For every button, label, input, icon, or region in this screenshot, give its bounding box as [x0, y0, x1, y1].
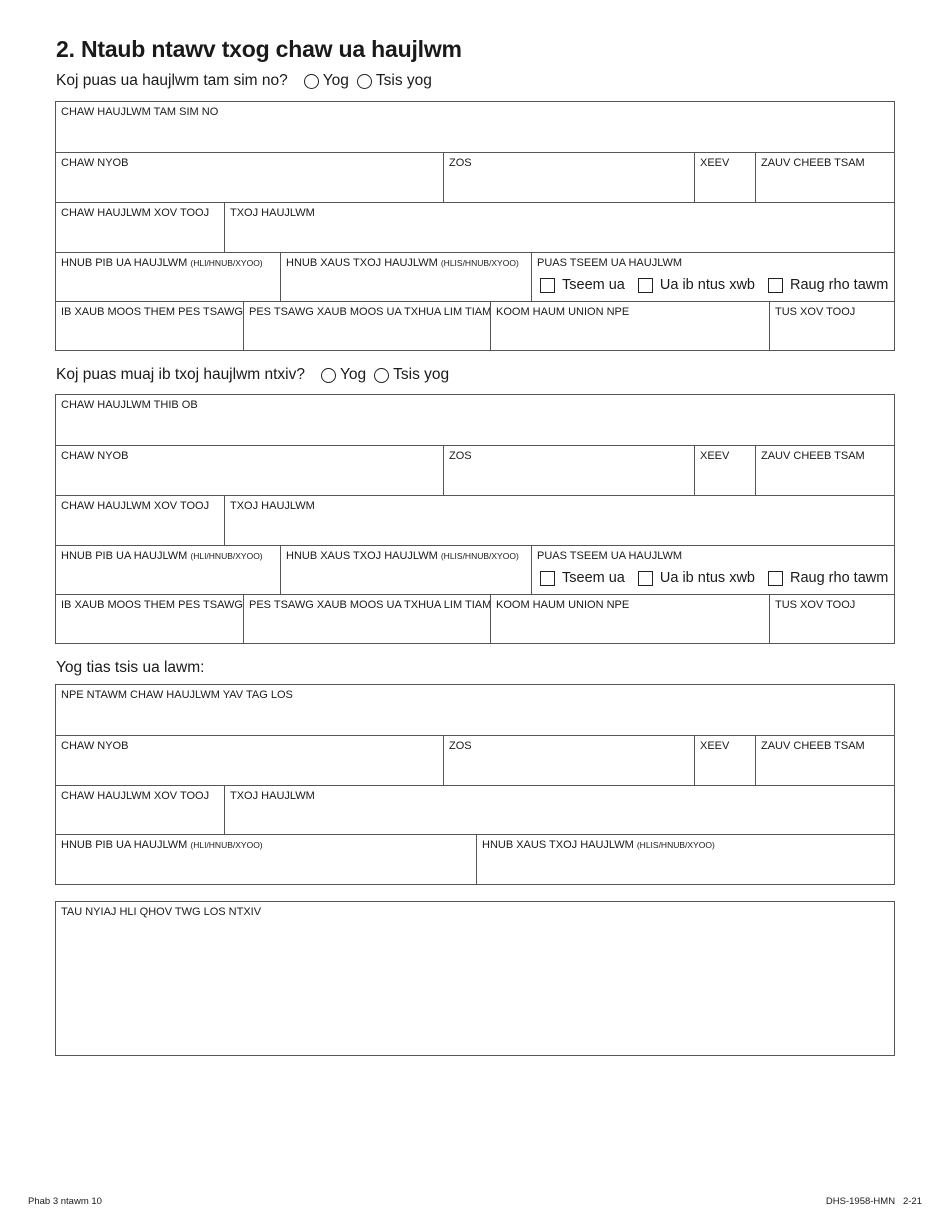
hours-per-week-field[interactable]	[243, 302, 490, 350]
zip-field[interactable]	[755, 736, 894, 785]
current-employer-label: CHAW HAUJLWM TAM SIM NO	[61, 106, 219, 118]
page-title: 2. Ntaub ntawv txog chaw ua haujlwm	[56, 36, 462, 62]
start-date-field[interactable]	[56, 835, 476, 884]
end-date-format: (HLIS/HNUB/XYOO)	[440, 258, 519, 268]
city-label: ZOS	[449, 157, 472, 169]
end-date-field[interactable]	[476, 835, 894, 884]
current-job-yes-option[interactable]	[304, 72, 353, 90]
past-job-heading: Yog tias tsis ua lawm:	[56, 659, 205, 676]
employer-phone-label: CHAW HAUJLWM XOV TOOJ	[61, 790, 210, 802]
state-label: XEEV	[700, 157, 730, 169]
current-job-yes-radio[interactable]	[304, 74, 319, 89]
address-label: CHAW NYOB	[61, 450, 129, 462]
still-working-checkbox[interactable]	[540, 278, 555, 293]
job-title-label: TXOJ HAUJLWM	[230, 790, 315, 802]
address-field[interactable]	[56, 153, 443, 202]
end-date-text: HNUB XAUS TXOJ HAUJLWM	[286, 550, 438, 562]
other-job-yes-label: Yog	[339, 366, 367, 383]
address-field[interactable]	[56, 736, 443, 785]
address-field[interactable]	[56, 446, 443, 495]
other-employer-label: CHAW HAUJLWM THIB OB	[61, 399, 198, 411]
state-field[interactable]	[694, 446, 755, 495]
form-number: DHS-1958-HMN 2-21	[825, 1196, 922, 1207]
start-date-label	[61, 550, 275, 562]
past-employer-grid	[55, 684, 895, 885]
laid-off-checkbox[interactable]	[768, 571, 783, 586]
hourly-pay-field[interactable]	[56, 302, 243, 350]
other-job-question-text: Koj puas muaj ib txoj haujlwm ntxiv?	[56, 366, 305, 383]
still-working-check-label: Tseem ua	[562, 277, 625, 293]
job-title-label: TXOJ HAUJLWM	[230, 207, 315, 219]
seasonal-option[interactable]	[638, 277, 755, 293]
state-label: XEEV	[700, 450, 730, 462]
start-date-label	[61, 257, 275, 269]
union-phone-field[interactable]	[769, 302, 894, 350]
laid-off-checkbox[interactable]	[768, 278, 783, 293]
still-working-field	[531, 253, 894, 301]
laid-off-option[interactable]	[768, 277, 888, 293]
still-working-option[interactable]	[540, 277, 625, 293]
current-job-question	[56, 72, 440, 90]
seasonal-check-label: Ua ib ntus xwb	[659, 570, 755, 586]
employer-phone-field[interactable]	[56, 496, 224, 545]
employer-phone-label: CHAW HAUJLWM XOV TOOJ	[61, 500, 210, 512]
end-date-format: (HLIS/HNUB/XYOO)	[636, 840, 715, 850]
current-job-no-label: Tsis yog	[375, 72, 432, 89]
current-employer-grid	[55, 101, 895, 351]
seasonal-option[interactable]	[638, 570, 755, 586]
still-working-field	[531, 546, 894, 594]
union-name-field[interactable]	[490, 595, 769, 643]
other-job-no-label: Tsis yog	[393, 366, 450, 383]
other-employer-grid	[55, 394, 895, 644]
state-label: XEEV	[700, 740, 730, 752]
union-phone-label: TUS XOV TOOJ	[775, 599, 856, 611]
city-field[interactable]	[443, 446, 694, 495]
page-number: Phab 3 ntawm 10	[28, 1196, 102, 1207]
reason-box[interactable]	[55, 901, 895, 1056]
other-job-yes-radio[interactable]	[321, 368, 336, 383]
still-working-options	[540, 277, 901, 293]
current-job-no-option[interactable]	[357, 72, 436, 90]
current-job-yes-label: Yog	[322, 72, 349, 89]
zip-field[interactable]	[755, 446, 894, 495]
end-date-text: HNUB XAUS TXOJ HAUJLWM	[286, 257, 438, 269]
union-phone-label: TUS XOV TOOJ	[775, 306, 856, 318]
zip-label: ZAUV CHEEB TSAM	[761, 157, 865, 169]
address-label: CHAW NYOB	[61, 740, 129, 752]
reason-label: TAU NYIAJ HLI QHOV TWG LOS NTXIV	[61, 906, 262, 918]
union-name-label: KOOM HAUM UNION NPE	[496, 599, 630, 611]
job-title-field[interactable]	[224, 786, 894, 834]
hourly-pay-label: IB XAUB MOOS THEM PES TSAWG	[61, 306, 243, 318]
start-date-format: (HLI/HNUB/XYOO)	[190, 840, 263, 850]
still-working-check-label: Tseem ua	[562, 570, 625, 586]
zip-label: ZAUV CHEEB TSAM	[761, 740, 865, 752]
end-date-text: HNUB XAUS TXOJ HAUJLWM	[482, 839, 634, 851]
still-working-checkbox[interactable]	[540, 571, 555, 586]
still-working-label: PUAS TSEEM UA HAUJLWM	[537, 550, 683, 562]
union-name-label: KOOM HAUM UNION NPE	[496, 306, 630, 318]
employer-phone-label: CHAW HAUJLWM XOV TOOJ	[61, 207, 210, 219]
city-field[interactable]	[443, 736, 694, 785]
hourly-pay-field[interactable]	[56, 595, 243, 643]
zip-field[interactable]	[755, 153, 894, 202]
start-date-format: (HLI/HNUB/XYOO)	[190, 258, 263, 268]
hours-per-week-label: PES TSAWG XAUB MOOS UA TXHUA LIM TIAM	[249, 306, 492, 318]
other-job-question	[56, 366, 457, 384]
start-date-format: (HLI/HNUB/XYOO)	[190, 551, 263, 561]
state-field[interactable]	[694, 736, 755, 785]
current-job-no-radio[interactable]	[357, 74, 372, 89]
still-working-option[interactable]	[540, 570, 625, 586]
city-label: ZOS	[449, 740, 472, 752]
current-job-question-text: Koj puas ua haujlwm tam sim no?	[56, 72, 288, 89]
union-name-field[interactable]	[490, 302, 769, 350]
end-date-label	[286, 257, 526, 269]
reason-field[interactable]	[56, 902, 894, 922]
zip-label: ZAUV CHEEB TSAM	[761, 450, 865, 462]
hourly-pay-label: IB XAUB MOOS THEM PES TSAWG	[61, 599, 243, 611]
job-title-field[interactable]	[224, 203, 894, 252]
start-date-field[interactable]	[56, 253, 280, 301]
seasonal-checkbox[interactable]	[638, 571, 653, 586]
start-date-text: HNUB PIB UA HAUJLWM	[61, 550, 188, 562]
end-date-field[interactable]	[280, 546, 531, 594]
seasonal-checkbox[interactable]	[638, 278, 653, 293]
start-date-label	[61, 839, 471, 851]
end-date-format: (HLIS/HNUB/XYOO)	[440, 551, 519, 561]
laid-off-option[interactable]	[768, 570, 888, 586]
state-field[interactable]	[694, 153, 755, 202]
laid-off-check-label: Raug rho tawm	[789, 570, 889, 586]
employer-phone-field[interactable]	[56, 203, 224, 252]
past-employer-field[interactable]	[56, 685, 894, 735]
start-date-field[interactable]	[56, 546, 280, 594]
hours-per-week-label: PES TSAWG XAUB MOOS UA TXHUA LIM TIAM	[249, 599, 492, 611]
hours-per-week-field[interactable]	[243, 595, 490, 643]
other-job-yes-option[interactable]	[321, 366, 370, 384]
employer-phone-field[interactable]	[56, 786, 224, 834]
laid-off-check-label: Raug rho tawm	[789, 277, 889, 293]
other-job-no-radio[interactable]	[374, 368, 389, 383]
current-employer-field[interactable]	[56, 102, 894, 152]
job-title-label: TXOJ HAUJLWM	[230, 500, 315, 512]
other-job-no-option[interactable]	[374, 366, 453, 384]
seasonal-check-label: Ua ib ntus xwb	[659, 277, 755, 293]
other-employer-field[interactable]	[56, 395, 894, 445]
end-date-label	[482, 839, 889, 851]
job-title-field[interactable]	[224, 496, 894, 545]
past-employer-label: NPE NTAWM CHAW HAUJLWM YAV TAG LOS	[61, 689, 293, 701]
end-date-field[interactable]	[280, 253, 531, 301]
start-date-text: HNUB PIB UA HAUJLWM	[61, 839, 188, 851]
address-label: CHAW NYOB	[61, 157, 129, 169]
still-working-options	[540, 570, 901, 586]
start-date-text: HNUB PIB UA HAUJLWM	[61, 257, 188, 269]
city-field[interactable]	[443, 153, 694, 202]
union-phone-field[interactable]	[769, 595, 894, 643]
still-working-label: PUAS TSEEM UA HAUJLWM	[537, 257, 683, 269]
city-label: ZOS	[449, 450, 472, 462]
end-date-label	[286, 550, 526, 562]
